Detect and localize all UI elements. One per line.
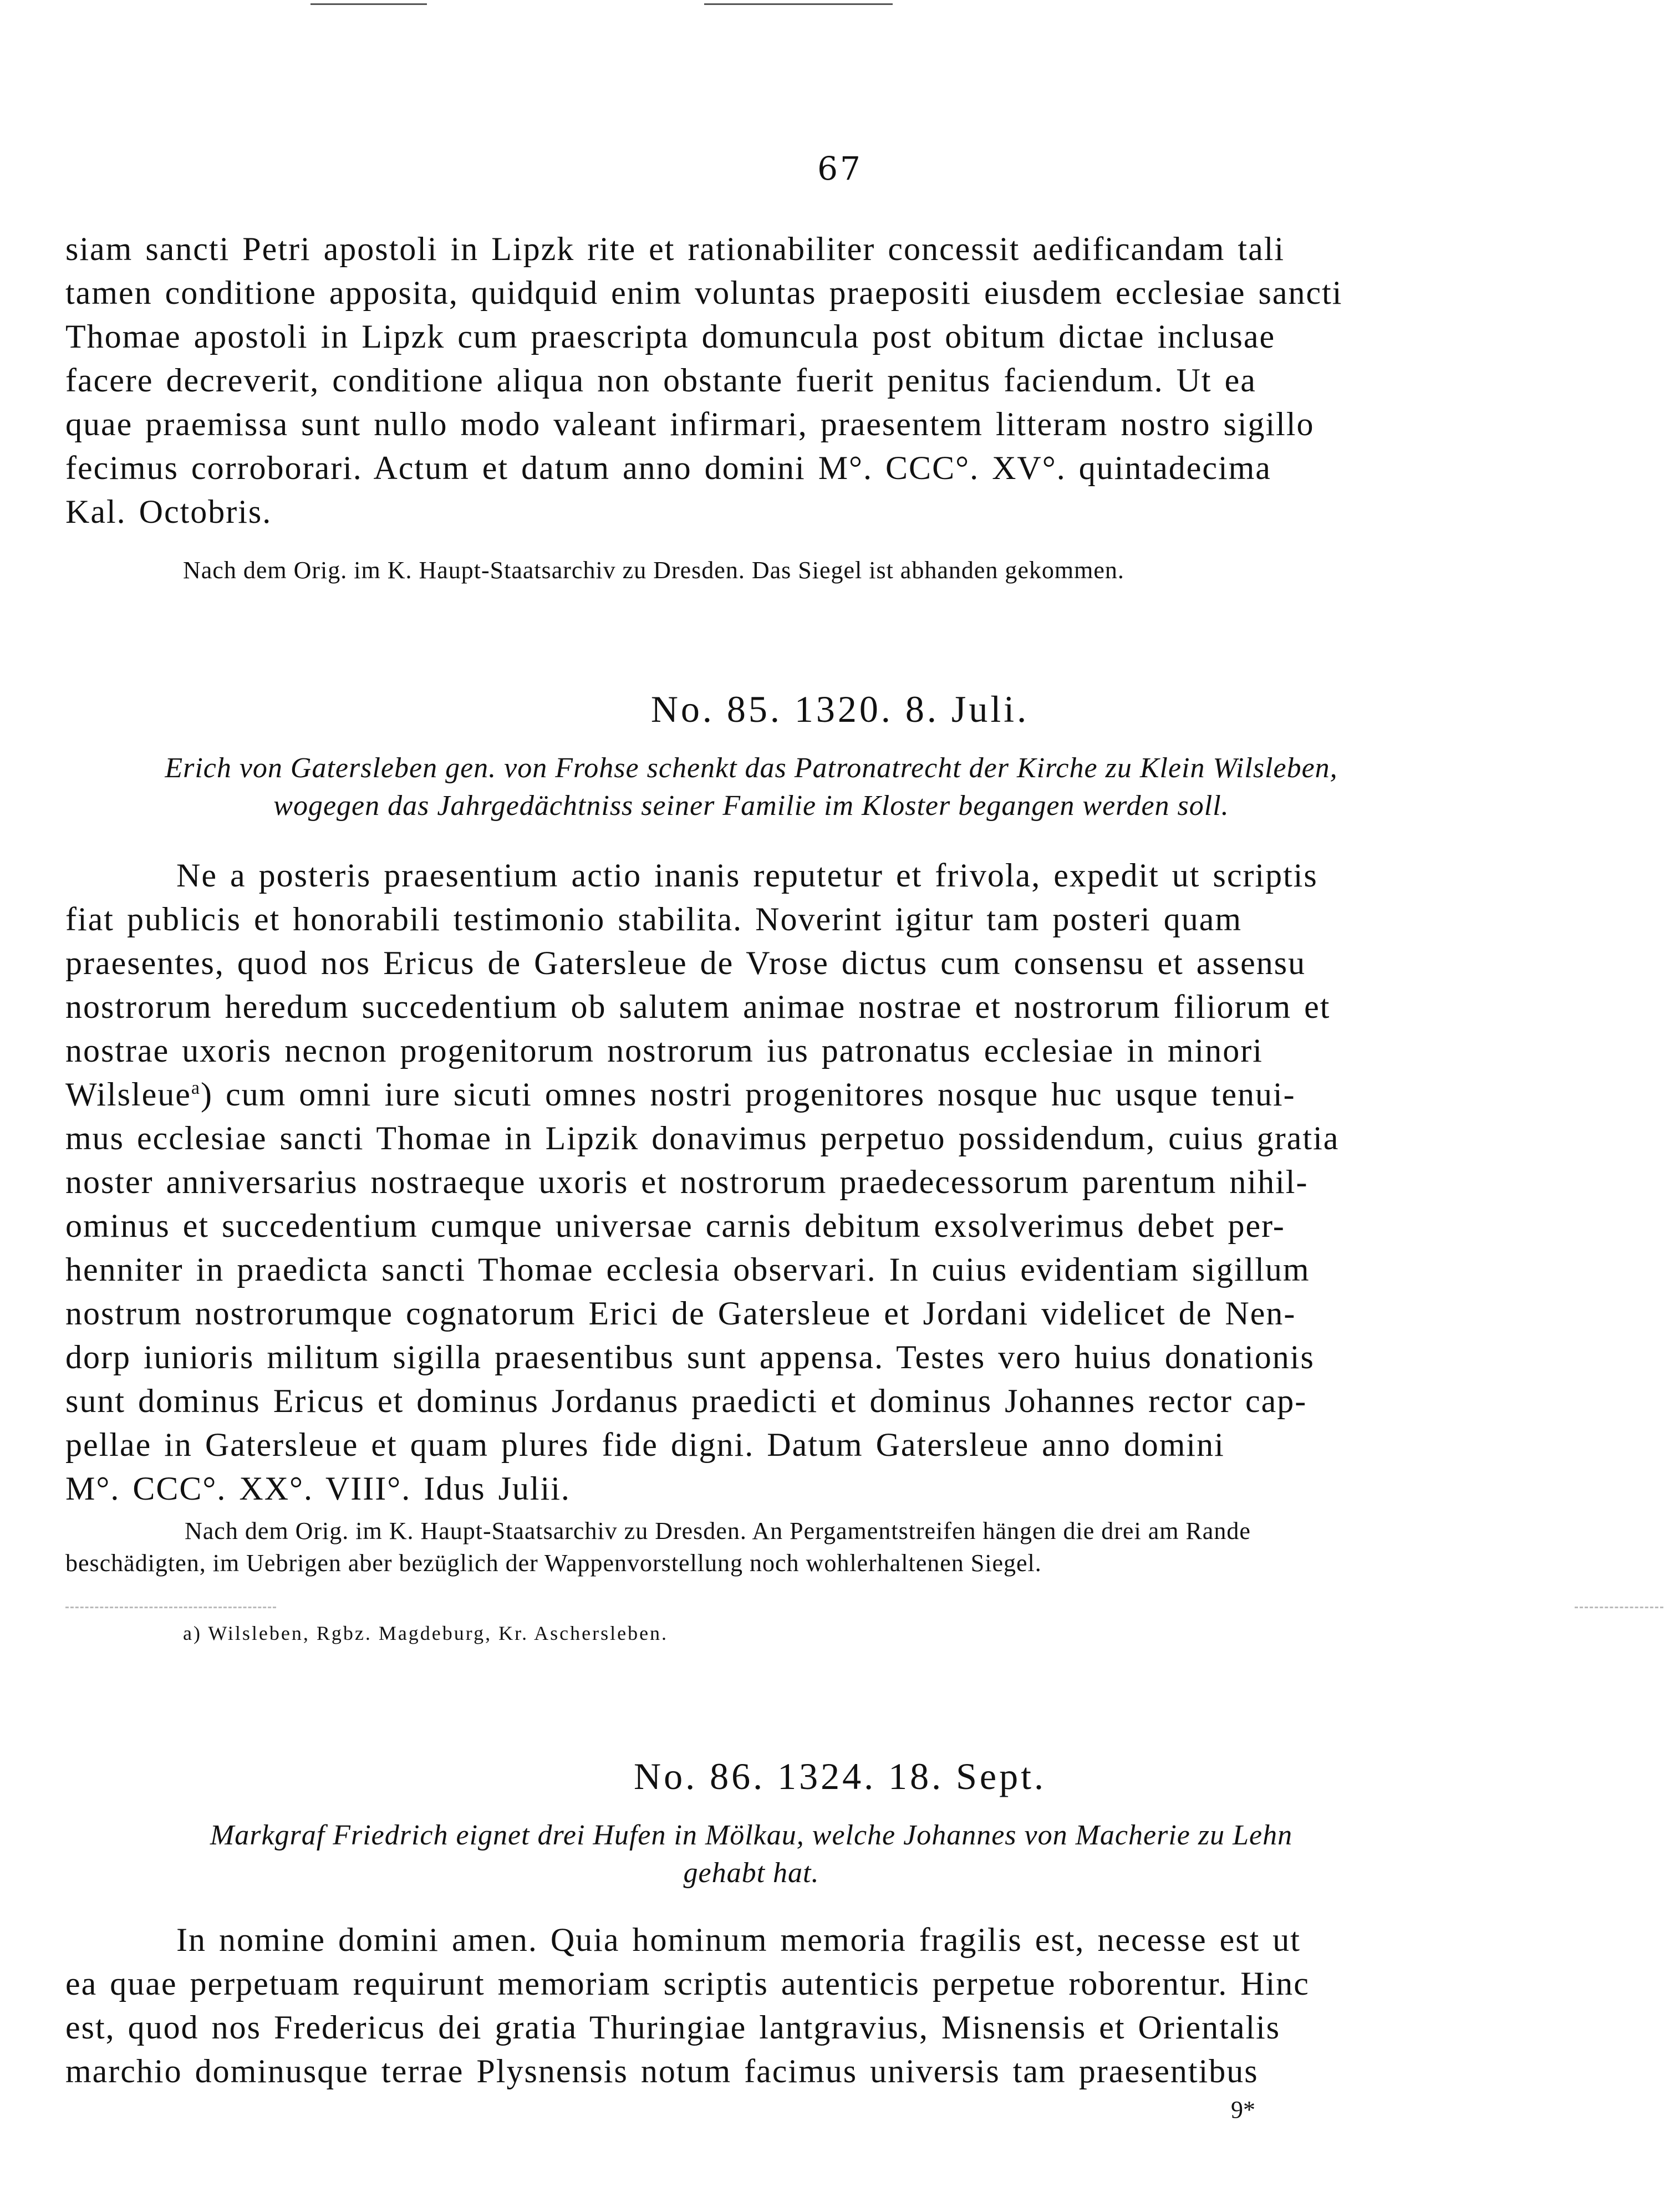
doc85-line-with-footnote	[65, 1073, 1416, 1117]
doc86-heading: No. 86. 1324. 18. Sept.	[634, 1755, 1046, 1797]
doc86-line: marchio dominusque terrae Plysnensis notum facimus universis tam praesentibus	[65, 2053, 1259, 2089]
footnote: a) Wilsleben, Rgbz. Magdeburg, Kr. Aschersleben.	[183, 1622, 669, 1644]
doc84-line: tamen conditione apposita, quidquid enim voluntas praepositi eiusdem ecclesiae sancti	[65, 274, 1343, 311]
footnote-separator-right	[1575, 1607, 1663, 1608]
signature-mark: 9*	[1231, 2096, 1255, 2123]
doc85-line: sunt dominus Ericus et dominus Jordanus praedicti et dominus Johannes rector cap-	[65, 1383, 1307, 1419]
doc86-line: ea quae perpetuam requirunt memoriam scriptis autenticis perpetue roborentur. Hinc	[65, 1965, 1310, 2002]
doc85-line: M°. CCC°. XX°. VIII°. Idus Julii.	[65, 1470, 571, 1507]
doc85-line: Ne a posteris praesentium actio inanis reputetur et frivola, expedit ut scriptis	[176, 857, 1318, 894]
doc84-line: siam sancti Petri apostoli in Lipzk rite et rationabiliter concessit aedificandam tali	[65, 231, 1285, 267]
doc85-line: praesentes, quod nos Ericus de Gatersleue de Vrose dictus cum consensu et assensu	[65, 945, 1306, 981]
doc85-heading: No. 85. 1320. 8. Juli.	[650, 688, 1030, 730]
doc86-summary-line: gehabt hat.	[683, 1857, 819, 1889]
doc85-text	[65, 854, 1416, 1511]
doc85-line: nostrorum heredum succedentium ob salutem animae nostrae et nostrorum filiorum et	[65, 988, 1331, 1025]
doc85-line: mus ecclesiae sancti Thomae in Lipzik donavimus perpetuo possidendum, cuius gratia	[65, 1120, 1340, 1156]
doc85-line-rest: cum omni iure sicuti omnes nostri progenitores nosque huc usque tenui-	[225, 1076, 1296, 1113]
doc84-text	[65, 227, 1416, 534]
doc84-line: Kal. Octobris.	[65, 493, 272, 530]
page-number: 67	[817, 150, 863, 187]
doc85-summary	[89, 750, 1414, 825]
doc85-line: nostrum nostrorumque cognatorum Erici de Gatersleue et Jordani videlicet de Nen-	[65, 1295, 1296, 1332]
top-rule-right	[704, 3, 893, 5]
doc85-line: nostrae uxoris necnon progenitorum nostrorum ius patronatus ecclesiae in minori	[65, 1032, 1263, 1069]
doc85-archive-note	[65, 1515, 1416, 1579]
doc85-line: fiat publicis et honorabili testimonio stabilita. Noverint igitur tam posteri quam	[65, 901, 1242, 937]
doc86-text	[65, 1918, 1416, 2093]
doc85-line: noster anniversarius nostraeque uxoris et nostrorum praedecessorum parentum nihil-	[65, 1164, 1309, 1200]
footnote-anchor-word: Wilsleue	[65, 1076, 191, 1113]
doc86-summary-line: Markgraf Friedrich eignet drei Hufen in Mölkau, welche Johannes von Macherie zu Lehn	[210, 1819, 1293, 1851]
doc84-line: facere decreverit, conditione aliqua non obstante fuerit penitus faciendum. Ut ea	[65, 362, 1256, 399]
doc84-line: Thomae apostoli in Lipzk cum praescripta domuncula post obitum dictae inclusae	[65, 318, 1276, 355]
doc85-note-line: beschädigten, im Uebrigen aber bezüglich der Wappenvorstellung noch wohlerhaltenen Siegel.	[65, 1549, 1042, 1577]
doc86-line: In nomine domini amen. Quia hominum memoria fragilis est, necesse est ut	[176, 1921, 1301, 1958]
doc85-line: ominus et succedentium cumque universae carnis debitum exsolverimus debet per-	[65, 1207, 1285, 1244]
doc85-summary-line: wogegen das Jahrgedächtniss seiner Familie im Kloster begangen werden soll.	[273, 790, 1229, 822]
doc85-summary-line: Erich von Gatersleben gen. von Frohse schenkt das Patronatrecht der Kirche zu Klein Wilsleben,	[165, 752, 1338, 784]
top-rule-left	[310, 3, 427, 5]
doc85-note-line: Nach dem Orig. im K. Haupt-Staatsarchiv zu Dresden. An Pergamentstreifen hängen die drei am Rande	[185, 1517, 1251, 1544]
doc85-line: dorp iunioris militum sigilla praesentibus sunt appensa. Testes vero huius donationis	[65, 1339, 1315, 1375]
doc84-line: fecimus corroborari. Actum et datum anno domini M°. CCC°. XV°. quintadecima	[65, 450, 1271, 486]
doc85-line: henniter in praedicta sancti Thomae ecclesia observari. In cuius evidentiam sigillum	[65, 1251, 1310, 1288]
doc86-line: est, quod nos Fredericus dei gratia Thuringiae lantgravius, Misnensis et Orientalis	[65, 2009, 1281, 2046]
footnote-separator	[65, 1607, 276, 1608]
footnote-bracket: )	[200, 1076, 213, 1113]
doc84-archive-note: Nach dem Orig. im K. Haupt-Staatsarchiv zu Dresden. Das Siegel ist abhanden gekommen.	[183, 557, 1124, 584]
doc84-line: quae praemissa sunt nullo modo valeant infirmari, praesentem litteram nostro sigillo	[65, 406, 1315, 442]
footnote-marker: a	[191, 1078, 201, 1098]
doc85-line: pellae in Gatersleue et quam plures fide digni. Datum Gatersleue anno domini	[65, 1426, 1225, 1463]
doc86-summary	[89, 1817, 1414, 1892]
